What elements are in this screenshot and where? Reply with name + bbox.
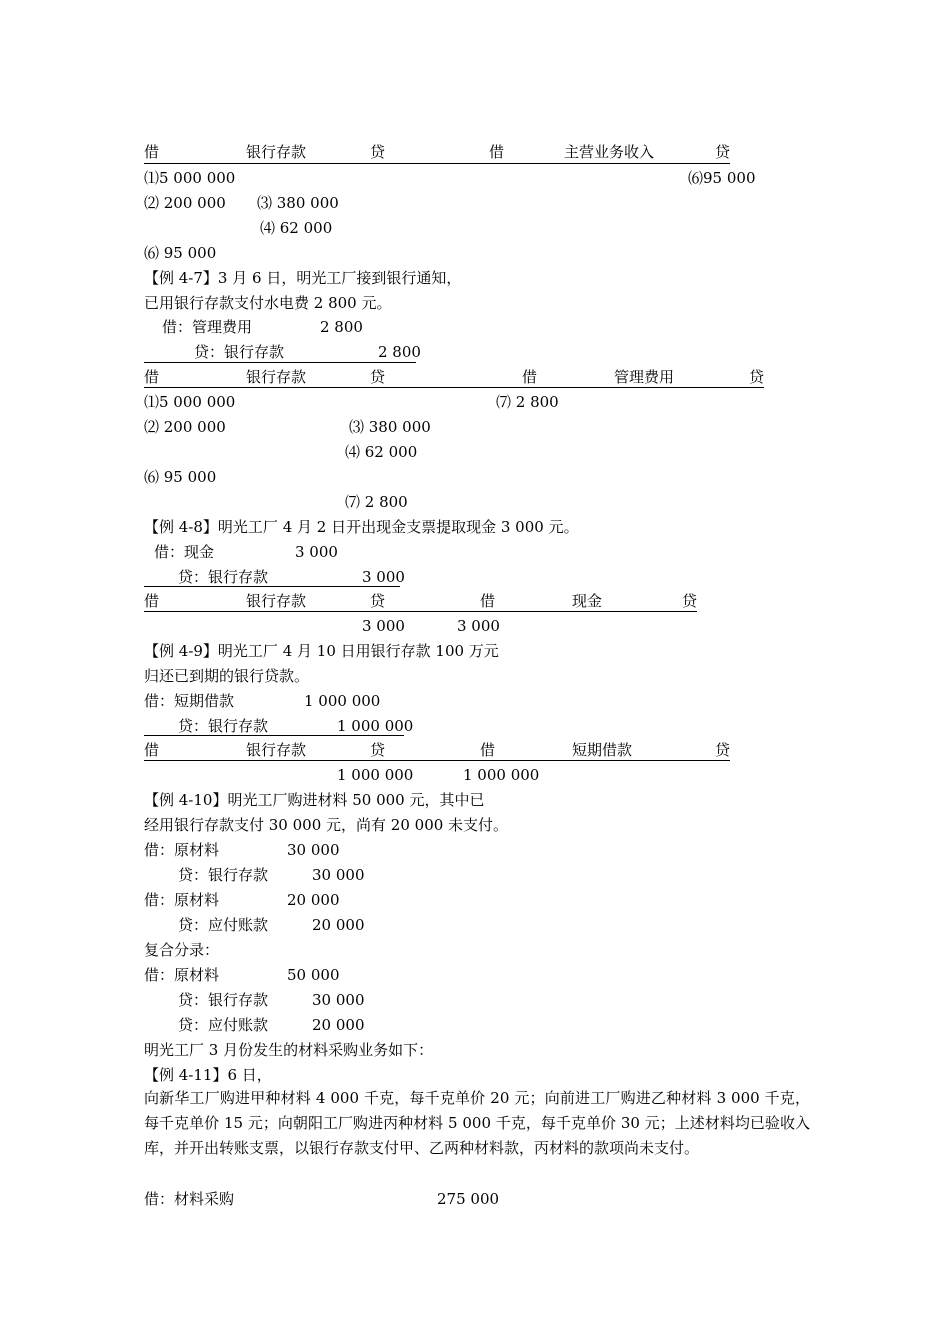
t2-left-account: 银行存款 <box>246 368 307 386</box>
journal-debit: 借：原材料 <box>144 841 220 859</box>
journal-amount: 275 000 <box>437 1190 500 1208</box>
t2-rule <box>144 387 764 388</box>
t2-debit-label: 借 <box>144 368 160 386</box>
t3-left-account: 银行存款 <box>246 592 307 610</box>
example-4-10-title: 【例 4-10】明光工厂购进材料 50 000 元，其中已 <box>144 791 485 809</box>
t2-entry: ⑺ 2 800 <box>345 493 408 511</box>
compound-entry-heading: 复合分录： <box>144 941 220 959</box>
journal-underline <box>144 586 400 587</box>
journal-amount: 1 000 000 <box>304 692 381 710</box>
journal-credit: 贷：银行存款 <box>194 343 285 361</box>
journal-amount: 30 000 <box>287 841 340 859</box>
journal-debit: 借：原材料 <box>144 891 220 909</box>
t2-entry: ⑴5 000 000 <box>144 393 236 411</box>
t4-right-debit-label: 借 <box>480 741 496 759</box>
journal-amount: 3 000 <box>295 543 338 561</box>
t1-right-debit-label: 借 <box>489 143 505 161</box>
journal-amount: 1 000 000 <box>337 717 414 735</box>
journal-amount: 20 000 <box>287 891 340 909</box>
t2-right-credit-label: 贷 <box>749 368 765 386</box>
t4-right-account: 短期借款 <box>572 741 633 759</box>
example-4-7-title: 【例 4-7】3 月 6 日，明光工厂接到银行通知， <box>144 269 462 287</box>
journal-amount: 50 000 <box>287 966 340 984</box>
journal-amount: 2 800 <box>320 318 363 336</box>
t3-entry: 3 000 <box>362 617 405 635</box>
journal-amount: 30 000 <box>312 991 365 1009</box>
journal-credit: 贷：应付账款 <box>178 916 269 934</box>
t1-rule <box>144 163 730 164</box>
t1-left-account: 银行存款 <box>246 143 307 161</box>
t1-debit-label: 借 <box>144 143 160 161</box>
t3-debit-label: 借 <box>144 592 160 610</box>
journal-debit: 借：短期借款 <box>144 692 235 710</box>
journal-debit: 借：现金 <box>154 543 215 561</box>
t1-credit-label: 贷 <box>370 143 386 161</box>
section-intro: 明光工厂 3 月份发生的材料采购业务如下： <box>144 1041 434 1059</box>
example-4-9-title: 【例 4-9】明光工厂 4 月 10 日用银行存款 100 万元 <box>144 642 499 660</box>
t4-entry: 1 000 000 <box>463 766 540 784</box>
t4-entry: 1 000 000 <box>337 766 414 784</box>
t2-right-debit-label: 借 <box>522 368 538 386</box>
example-4-11-title: 【例 4-11】6 日， <box>144 1066 272 1084</box>
t3-right-credit-label: 贷 <box>682 592 698 610</box>
t3-rule <box>144 611 697 612</box>
t3-entry: 3 000 <box>457 617 500 635</box>
t2-entry: ⑵ 200 000 <box>144 418 226 436</box>
journal-debit: 借：管理费用 <box>162 318 253 336</box>
t4-right-credit-label: 贷 <box>715 741 731 759</box>
example-4-10-text: 经用银行存款支付 30 000 元，尚有 20 000 未支付。 <box>144 816 509 834</box>
t2-entry: ⑺ 2 800 <box>496 393 559 411</box>
journal-credit: 贷：应付账款 <box>178 1016 269 1034</box>
journal-credit: 贷：银行存款 <box>178 717 269 735</box>
t4-debit-label: 借 <box>144 741 160 759</box>
journal-credit: 贷：银行存款 <box>178 866 269 884</box>
example-4-7-text: 已用银行存款支付水电费 2 800 元。 <box>144 294 392 312</box>
journal-amount: 2 800 <box>378 343 421 361</box>
journal-underline <box>144 735 404 736</box>
journal-amount: 30 000 <box>312 866 365 884</box>
journal-amount: 20 000 <box>312 1016 365 1034</box>
journal-credit: 贷：银行存款 <box>178 991 269 1009</box>
journal-debit: 借：原材料 <box>144 966 220 984</box>
t2-entry: ⑷ 62 000 <box>345 443 418 461</box>
example-4-9-text: 归还已到期的银行贷款。 <box>144 667 310 685</box>
t1-right-account: 主营业务收入 <box>564 143 655 161</box>
journal-amount: 3 000 <box>362 568 405 586</box>
t3-right-debit-label: 借 <box>480 592 496 610</box>
t1-entry: ⑹ 95 000 <box>144 244 217 262</box>
journal-debit: 借：材料采购 <box>144 1190 235 1208</box>
t4-rule <box>144 760 730 761</box>
t4-left-account: 银行存款 <box>246 741 307 759</box>
t1-entry: ⑴5 000 000 <box>144 169 236 187</box>
t1-entry: ⑹95 000 <box>688 169 756 187</box>
t4-credit-label: 贷 <box>370 741 386 759</box>
t1-entry: ⑶ 380 000 <box>257 194 339 212</box>
t1-right-credit-label: 贷 <box>715 143 731 161</box>
t2-right-account: 管理费用 <box>614 368 675 386</box>
t1-entry: ⑵ 200 000 <box>144 194 226 212</box>
journal-credit: 贷：银行存款 <box>178 568 269 586</box>
t2-entry: ⑶ 380 000 <box>349 418 431 436</box>
t2-entry: ⑹ 95 000 <box>144 468 217 486</box>
t2-credit-label: 贷 <box>370 368 386 386</box>
t3-credit-label: 贷 <box>370 592 386 610</box>
journal-amount: 20 000 <box>312 916 365 934</box>
t1-entry: ⑷ 62 000 <box>260 219 333 237</box>
example-4-8-title: 【例 4-8】明光工厂 4 月 2 日开出现金支票提取现金 3 000 元。 <box>144 518 579 536</box>
example-4-11-body: 向新华工厂购进甲种材料 4 000 千克，每千克单价 20 元；向前进工厂购进乙种材料 3 000 千克，每千克单价 15 元；向朝阳工厂购进丙种材料 5 000 千克，每千克单价 30 元；上述材料均已验收入库，并开出转账支票，以银行存款支付甲、乙两种材料款，丙材料的款项尚未支付。 <box>144 1089 810 1157</box>
t3-right-account: 现金 <box>572 592 603 610</box>
journal-underline <box>144 362 416 363</box>
